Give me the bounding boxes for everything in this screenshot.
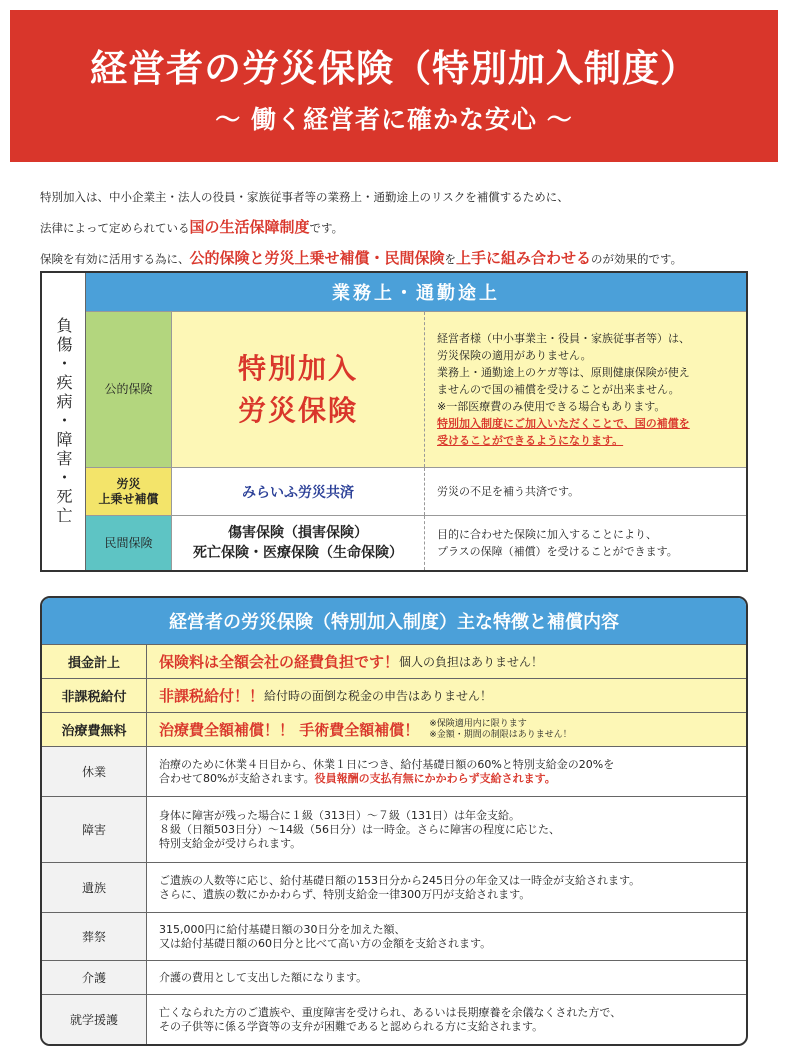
- row-category: 民間保険: [86, 516, 171, 570]
- intro-line-2: 法律によって定められている国の生活保障制度です。: [40, 218, 344, 236]
- intro-text: [40, 182, 760, 274]
- title-banner: [10, 10, 778, 162]
- row-content: 保険料は全額会社の経費負担です！ 個人の負担はありません！: [159, 652, 544, 671]
- row-content: 介護の費用として支出した額になります。: [159, 970, 368, 984]
- row-label: 非課税給付: [42, 679, 147, 712]
- intro-highlight: 上手に組み合わせる: [456, 249, 592, 267]
- row-content: ご遺族の人数等に応じ、給付基礎日額の153日分から245日分の年金又は一時金が支給されます。 さらに、遺族の数にかかわらず、特別支給金一律300万円が支給されます。: [159, 873, 641, 901]
- intro-highlight: 国の生活保障制度: [189, 218, 310, 236]
- row-category: 労災 上乗せ補償: [86, 468, 171, 515]
- table-row: [42, 796, 746, 862]
- row-product: 傷害保険（損害保険） 死亡保険・医療保険（生命保険）: [171, 516, 424, 570]
- features-table: [40, 596, 748, 1046]
- row-product: みらいふ労災共済: [171, 468, 424, 515]
- row-label: 就学援護: [42, 995, 147, 1044]
- page-subtitle: 〜 働く経営者に確かな安心 〜: [215, 105, 573, 134]
- table-row: [42, 912, 746, 960]
- table-row: [42, 644, 746, 678]
- row-content: 治療のために休業４日目から、休業１日につき、給付基礎日額の60%と特別支給金の20%を 合わせて80%が支給されます。役員報酬の支払有無にかかわらず支給されます。: [159, 757, 615, 785]
- table-row: [42, 746, 746, 796]
- table-row: [42, 960, 746, 994]
- row-description: 経営者様（中小事業主・役員・家族従事者等）は、 労災保険の適用がありません。 業務上・通勤途上のケガ等は、原則健康保険が使え ませんので国の補償を受けることが出来ません。 ※一部医療費のみ使用できる場合もあります。 特別加入制度にご加入いただくことで、国の補償を 受けることができるようになります。: [424, 312, 746, 467]
- table-row: [42, 712, 746, 746]
- row-product: 特別加入 労災保険: [171, 312, 424, 467]
- row-label: 遺族: [42, 863, 147, 912]
- row-content: 身体に障害が残った場合に１級（313日）〜７級（131日）は年金支給。 ８級（日額503日分）〜14級（56日分）は一時金。さらに障害の程度に応じた、 特別支給金が受けられます。: [159, 808, 560, 850]
- table-row: [86, 515, 746, 570]
- table-row: [86, 467, 746, 515]
- row-label: 葬祭: [42, 913, 147, 960]
- table-header: 経営者の労災保険（特別加入制度）主な特徴と補償内容: [42, 598, 746, 644]
- intro-line-3: 保険を有効に活用する為に、公的保険と労災上乗せ補償・民間保険を上手に組み合わせるのが効果的です。: [40, 249, 683, 267]
- row-label: 休業: [42, 747, 147, 796]
- intro-line-1: 特別加入は、中小企業主・法人の役員・家族従事者等の業務上・通勤途上のリスクを補償するために、: [40, 190, 569, 204]
- row-content: 315,000円に給付基礎日額の30日分を加えた額、 又は給付基礎日額の60日分と比べて高い方の金額を支給されます。: [159, 922, 492, 950]
- side-label: 負傷・疾病・障害・死亡: [42, 273, 86, 570]
- table-row: [42, 994, 746, 1044]
- row-content: 治療費全額補償！！ 手術費全額補償！ ※保険適用内に限ります ※金額・期間の制限はありません！: [159, 718, 572, 740]
- table-header: 業務上・通勤途上: [86, 273, 746, 311]
- insurance-structure-table: [40, 271, 748, 572]
- row-description: 目的に合わせた保険に加入することにより、 プラスの保障（補償）を受けることができます。: [424, 516, 746, 570]
- table-row: [86, 311, 746, 467]
- row-label: 治療費無料: [42, 713, 147, 746]
- intro-highlight: 公的保険と労災上乗せ補償・民間保険: [189, 249, 445, 267]
- row-label: 介護: [42, 961, 147, 994]
- table-row: [42, 678, 746, 712]
- row-content: 非課税給付！！ 給付時の面倒な税金の申告はありません！: [159, 686, 493, 705]
- row-content: 亡くなられた方のご遺族や、重度障害を受けられ、あるいは長期療養を余儀なくされた方で、 その子供等に係る学資等の支弁が困難であると認められる方に支給されます。: [159, 1005, 622, 1033]
- row-category: 公的保険: [86, 312, 171, 467]
- row-label: 損金計上: [42, 645, 147, 678]
- row-description: 労災の不足を補う共済です。: [424, 468, 746, 515]
- row-label: 障害: [42, 797, 147, 862]
- table-row: [42, 862, 746, 912]
- page-title: 経営者の労災保険（特別加入制度）: [90, 47, 698, 90]
